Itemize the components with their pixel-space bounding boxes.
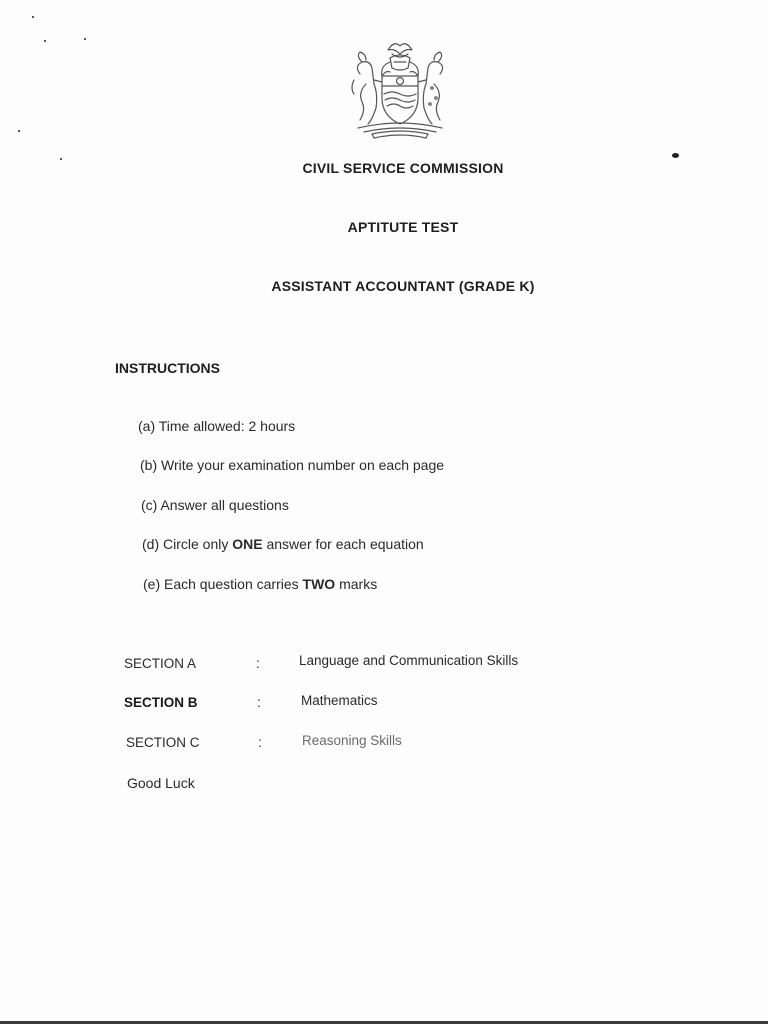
section-a-colon: : [256, 656, 260, 671]
section-a-description: Language and Communication Skills [299, 653, 519, 668]
closing-text: Good Luck [127, 775, 195, 791]
test-title: APTITUTE TEST [347, 219, 459, 235]
scan-speck [672, 153, 679, 158]
instruction-item [142, 536, 424, 552]
instruction-emphasis: ONE [232, 536, 263, 552]
section-c-label: SECTION C [126, 735, 200, 750]
instruction-text: (c) Answer all questions [141, 497, 289, 513]
instruction-text: (e) Each question carries [143, 576, 303, 592]
section-c-description: Reasoning Skills [302, 733, 402, 748]
section-c-colon: : [258, 735, 262, 750]
instruction-text: (a) Time allowed: 2 hours [138, 418, 296, 434]
section-b-colon: : [257, 695, 261, 710]
instruction-emphasis: TWO [302, 576, 336, 592]
instruction-text: (d) Circle only [142, 536, 233, 552]
section-a-label: SECTION A [124, 656, 197, 671]
scan-speck [44, 40, 46, 42]
instruction-item [140, 457, 444, 473]
position-title: ASSISTANT ACCOUNTANT (GRADE K) [271, 278, 535, 294]
instruction-text: answer for each equation [262, 536, 424, 552]
instruction-item [143, 576, 377, 592]
coat-of-arms-icon [344, 36, 456, 140]
scan-speck [84, 38, 86, 40]
scan-speck [32, 16, 34, 18]
scan-speck [18, 130, 20, 132]
section-b-label: SECTION B [124, 695, 198, 710]
instruction-item [138, 418, 295, 434]
section-b-description: Mathematics [301, 693, 378, 708]
commission-title: CIVIL SERVICE COMMISSION [302, 160, 504, 176]
instruction-text: (b) Write your examination number on each page [140, 457, 445, 473]
instruction-item [141, 497, 289, 513]
instruction-text: marks [335, 576, 378, 592]
instructions-heading: INSTRUCTIONS [115, 360, 220, 376]
